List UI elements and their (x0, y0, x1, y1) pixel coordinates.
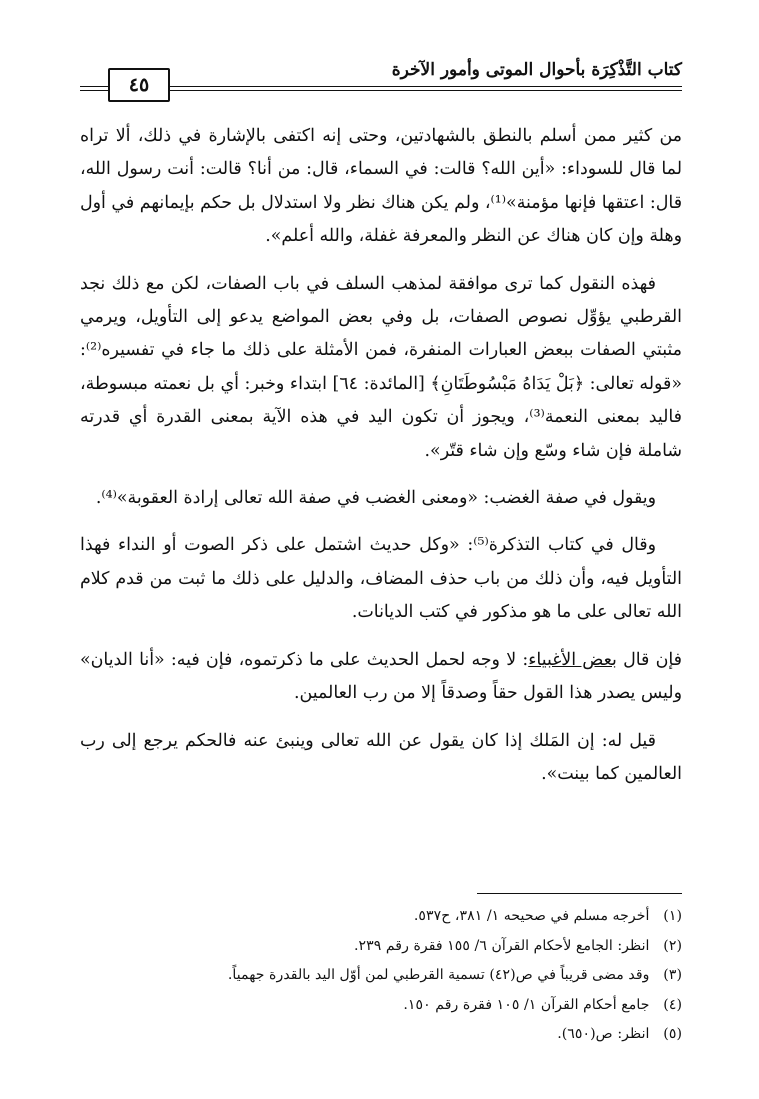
footnotes (80, 902, 682, 1050)
footnote-number: (١) (663, 908, 682, 924)
paragraph: فهذه النقول كما ترى موافقة لمذهب السلف في باب الصفات، لكن مع ذلك نجد القرطبي يؤوِّل نصوص الصفات، بل وفي بعض المواضع يدعو إلى التأويل، ويرمي مثبتي الصفات ببعض العبارات المنفرة، فمن الأمثلة على ذلك ما جاء في تفسيره⁽²⁾: «قوله تعالى: ﴿بَلْ يَدَاهُ مَبْسُوطَتَانِ﴾ [المائدة: ٦٤] ابتداء وخبر: أي بل نعمته مبسوطة، فاليد بمعنى النعمة⁽³⁾، ويجوز أن تكون اليد في هذه الآية بمعنى القدرة أي قدرته شاملة فإن شاء وسّع وإن شاء قتّر». (80, 273, 682, 461)
footnote (80, 991, 682, 1021)
footnote-number: (٢) (663, 937, 682, 954)
footnote-text: جامع أحكام القرآن ١/ ١٠٥ فقرة رقم ١٥٠. (403, 996, 650, 1013)
footnote-number: (٤) (663, 996, 682, 1013)
footnote-text: انظر: الجامع لأحكام القرآن ٦/ ١٥٥ فقرة رقم ٢٣٩. (353, 937, 650, 954)
running-header (80, 56, 682, 96)
footnote-text: أخرجه مسلم في صحيحه ١/ ٣٨١، ح٥٣٧. (413, 908, 650, 924)
underlined-phrase: بعض الأغبياء (528, 649, 617, 670)
paragraph: وقال في كتاب التذكرة⁽⁵⁾: «وكل حديث اشتمل على ذكر الصوت أو النداء فهذا التأويل فيه، وأن ذلك من باب حذف المضاف، والدليل على ذلك ما ثبت من قدم كلام الله تعالى على ما هو مذكور في كتب الديانات. (80, 535, 682, 623)
footnote (80, 1020, 682, 1050)
paragraph: ويقول في صفة الغضب: «ومعنى الغضب في صفة الله تعالى إرادة العقوبة»⁽⁴⁾. (95, 488, 656, 509)
paragraph-text: فإن قال (616, 649, 682, 670)
page-number: ٤٥ (108, 68, 170, 102)
footnote (80, 932, 682, 962)
header-rule (168, 86, 682, 91)
book-title: كتاب التَّذْكِرَة بأحوال الموتى وأمور الآخرة (391, 60, 682, 80)
footnote (80, 902, 682, 932)
footnote-text: وقد مضى قريباً في ص(٤٢) تسمية القرطبي لمن أوّل اليد بالقدرة جهمياً. (227, 967, 650, 984)
paragraph-text: : لا وجه لحمل الحديث على ما ذكرتموه، فإن فيه: «أنا الديان» وليس يصدر هذا القول حقاً وصدقاً إلا من رب العالمين. (80, 649, 682, 704)
header-left-rule (80, 86, 108, 91)
paragraph: من كثير ممن أسلم بالنطق بالشهادتين، وحتى إنه اكتفى بالإشارة في ذلك، ألا تراه لما قال للسوداء: «أين الله؟ قالت: في السماء، قال: من أنا؟ قالت: أنت رسول الله، قال: اعتقها فإنها مؤمنة»⁽¹⁾، ولم يكن هناك نظر ولا استدلال بل حكم بإيمانهم في أول وهلة وإن كان هناك عن النظر والمعرفة غفلة، والله أعلم». (80, 126, 683, 247)
paragraph (80, 644, 682, 711)
footnote-text: انظر: ص(٦٥٠). (557, 1026, 650, 1043)
paragraph: قيل له: إن المَلك إذا كان يقول عن الله تعالى وينبئ عنه فالحكم يرجع إلى رب العالمين كما بينت». (80, 730, 682, 784)
main-text (80, 120, 682, 805)
footnote (80, 961, 682, 991)
footnote-number: (٣) (663, 967, 682, 984)
footnote-number: (٥) (663, 1026, 682, 1043)
footnote-separator (477, 893, 682, 894)
